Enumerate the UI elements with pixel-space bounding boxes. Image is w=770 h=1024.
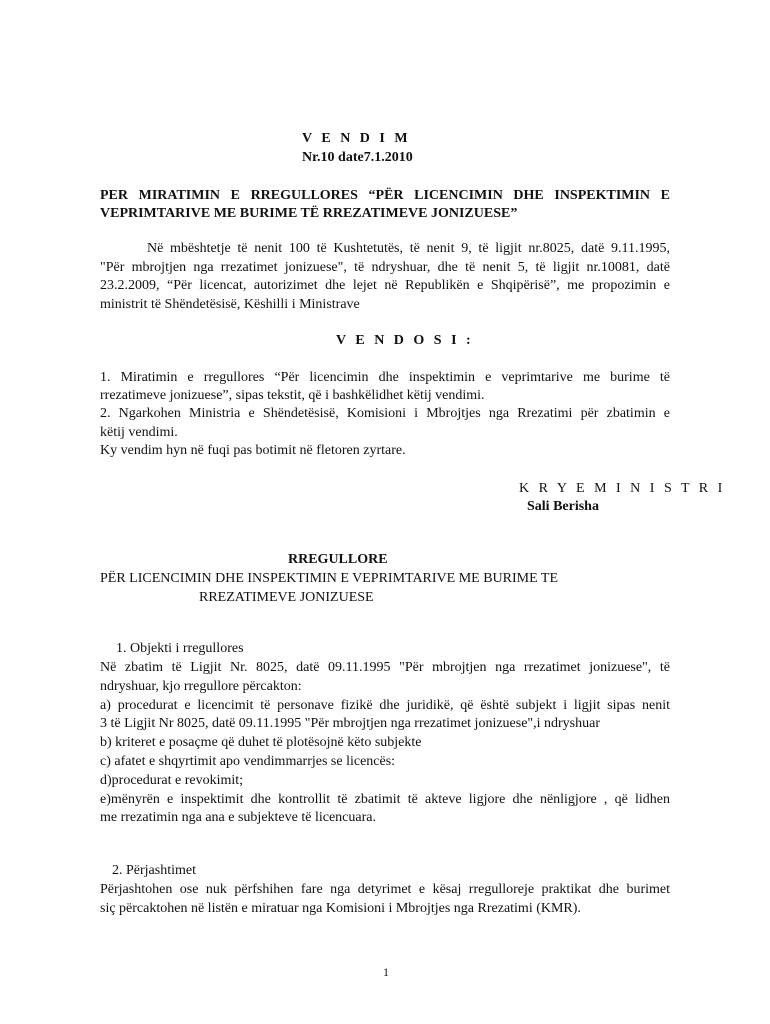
section-1-item-e-line-1: e)mënyrën e inspektimit dhe kontrollit të zbatimit të akteve ligjore dhe nënligjore , që lidhen xyxy=(100,792,670,807)
section-1-item-a-line-1: a) procedurat e licencimit të personave fizikë dhe juridikë, që është subjekt i ligjit sipas nenit xyxy=(100,698,670,713)
preamble-line-2: "Për mbrojtjen nga rrezatimet jonizuese", të ndryshuar, dhe të nenit 5, të ligjit nr.10081, datë xyxy=(100,260,670,275)
section-1-heading: 1. Objekti i rregullores xyxy=(116,641,244,656)
preamble-line-4: ministrit të Shëndetësisë, Këshilli i Ministrave xyxy=(100,297,360,312)
section-1-item-e-line-2: me rrezatimin nga ana e subjekteve të licencuara. xyxy=(100,810,376,825)
decision-item-1-line-2: rrezatimeve jonizuese”, sipas tekstit, që i bashkëlidhet këtij vendimi. xyxy=(100,388,485,403)
preamble-line-1: Në mbështetje të nenit 100 të Kushtetutës, të nenit 9, të ligjit nr.8025, datë 9.11.1995, xyxy=(147,241,670,256)
section-2-heading: 2. Përjashtimet xyxy=(112,863,196,878)
section-2-line-2: siç përcaktohen në listën e miratuar nga Komisioni i Mbrojtjes nga Rrezatimi (KMR). xyxy=(100,901,581,916)
page-number: 1 xyxy=(383,965,389,979)
decision-effect: Ky vendim hyn në fuqi pas botimit në fletoren zyrtare. xyxy=(100,443,406,458)
section-1-line-2: ndryshuar, kjo rregullore përcakton: xyxy=(100,679,302,694)
section-1-item-d: d)procedurat e revokimit; xyxy=(100,773,244,788)
decision-item-2-line-2: këtij vendimi. xyxy=(100,425,178,440)
regulation-subtitle-line-1: PËR LICENCIMIN DHE INSPEKTIMIN E VEPRIMTARIVE ME BURIME TE xyxy=(100,571,559,586)
regulation-subtitle-line-2: RREZATIMEVE JONIZUESE xyxy=(199,590,374,605)
section-1-item-c: c) afatet e shqyrtimit apo vendimmarrjes se licencës: xyxy=(100,754,396,769)
preamble-line-3: 23.2.2009, “Për licencat, autorizimet dhe lejet në Republikën e Shqipërisë”, me propozimin e xyxy=(100,278,670,293)
section-2-line-1: Përjashtohen ose nuk përfshihen fare nga detyrimet e kësaj rregulloreje praktikat dhe burimet xyxy=(100,882,670,897)
decision-number: Nr.10 date7.1.2010 xyxy=(302,150,413,165)
section-1-line-1: Në zbatim të Ligjit Nr. 8025, datë 09.11.1995 "Për mbrojtjen nga rrezatimet jonizuese", të xyxy=(100,660,670,675)
decides-heading: V E N D O S I : xyxy=(336,333,474,348)
decision-item-2-line-1: 2. Ngarkohen Ministria e Shëndetësisë, Komisioni i Mbrojtjes nga Rrezatimi për zbatimin e xyxy=(100,406,670,421)
signer-name: Sali Berisha xyxy=(527,499,599,514)
decision-subject-line-1: PER MIRATIMIN E RREGULLORES “PËR LICENCIMIN DHE INSPEKTIMIN E xyxy=(100,188,670,203)
section-1-item-b: b) kriteret e posaçme që duhet të plotësojnë këto subjekte xyxy=(100,735,422,750)
decision-title: V E N D I M xyxy=(302,131,411,146)
signer-title: K R Y E M I N I S T R I xyxy=(519,481,726,496)
regulation-title: RREGULLORE xyxy=(288,552,388,567)
decision-item-1-line-1: 1. Miratimin e rregullores “Për licencimin dhe inspektimin e veprimtarive me burime të xyxy=(100,370,670,385)
decision-subject-line-2: VEPRIMTARIVE ME BURIME TË RREZATIMEVE JONIZUESE” xyxy=(100,206,518,221)
section-1-item-a-line-2: 3 të Ligjit Nr 8025, datë 09.11.1995 "Për mbrojtjen nga rrezatimet jonizuese",i ndryshuar xyxy=(100,716,601,731)
